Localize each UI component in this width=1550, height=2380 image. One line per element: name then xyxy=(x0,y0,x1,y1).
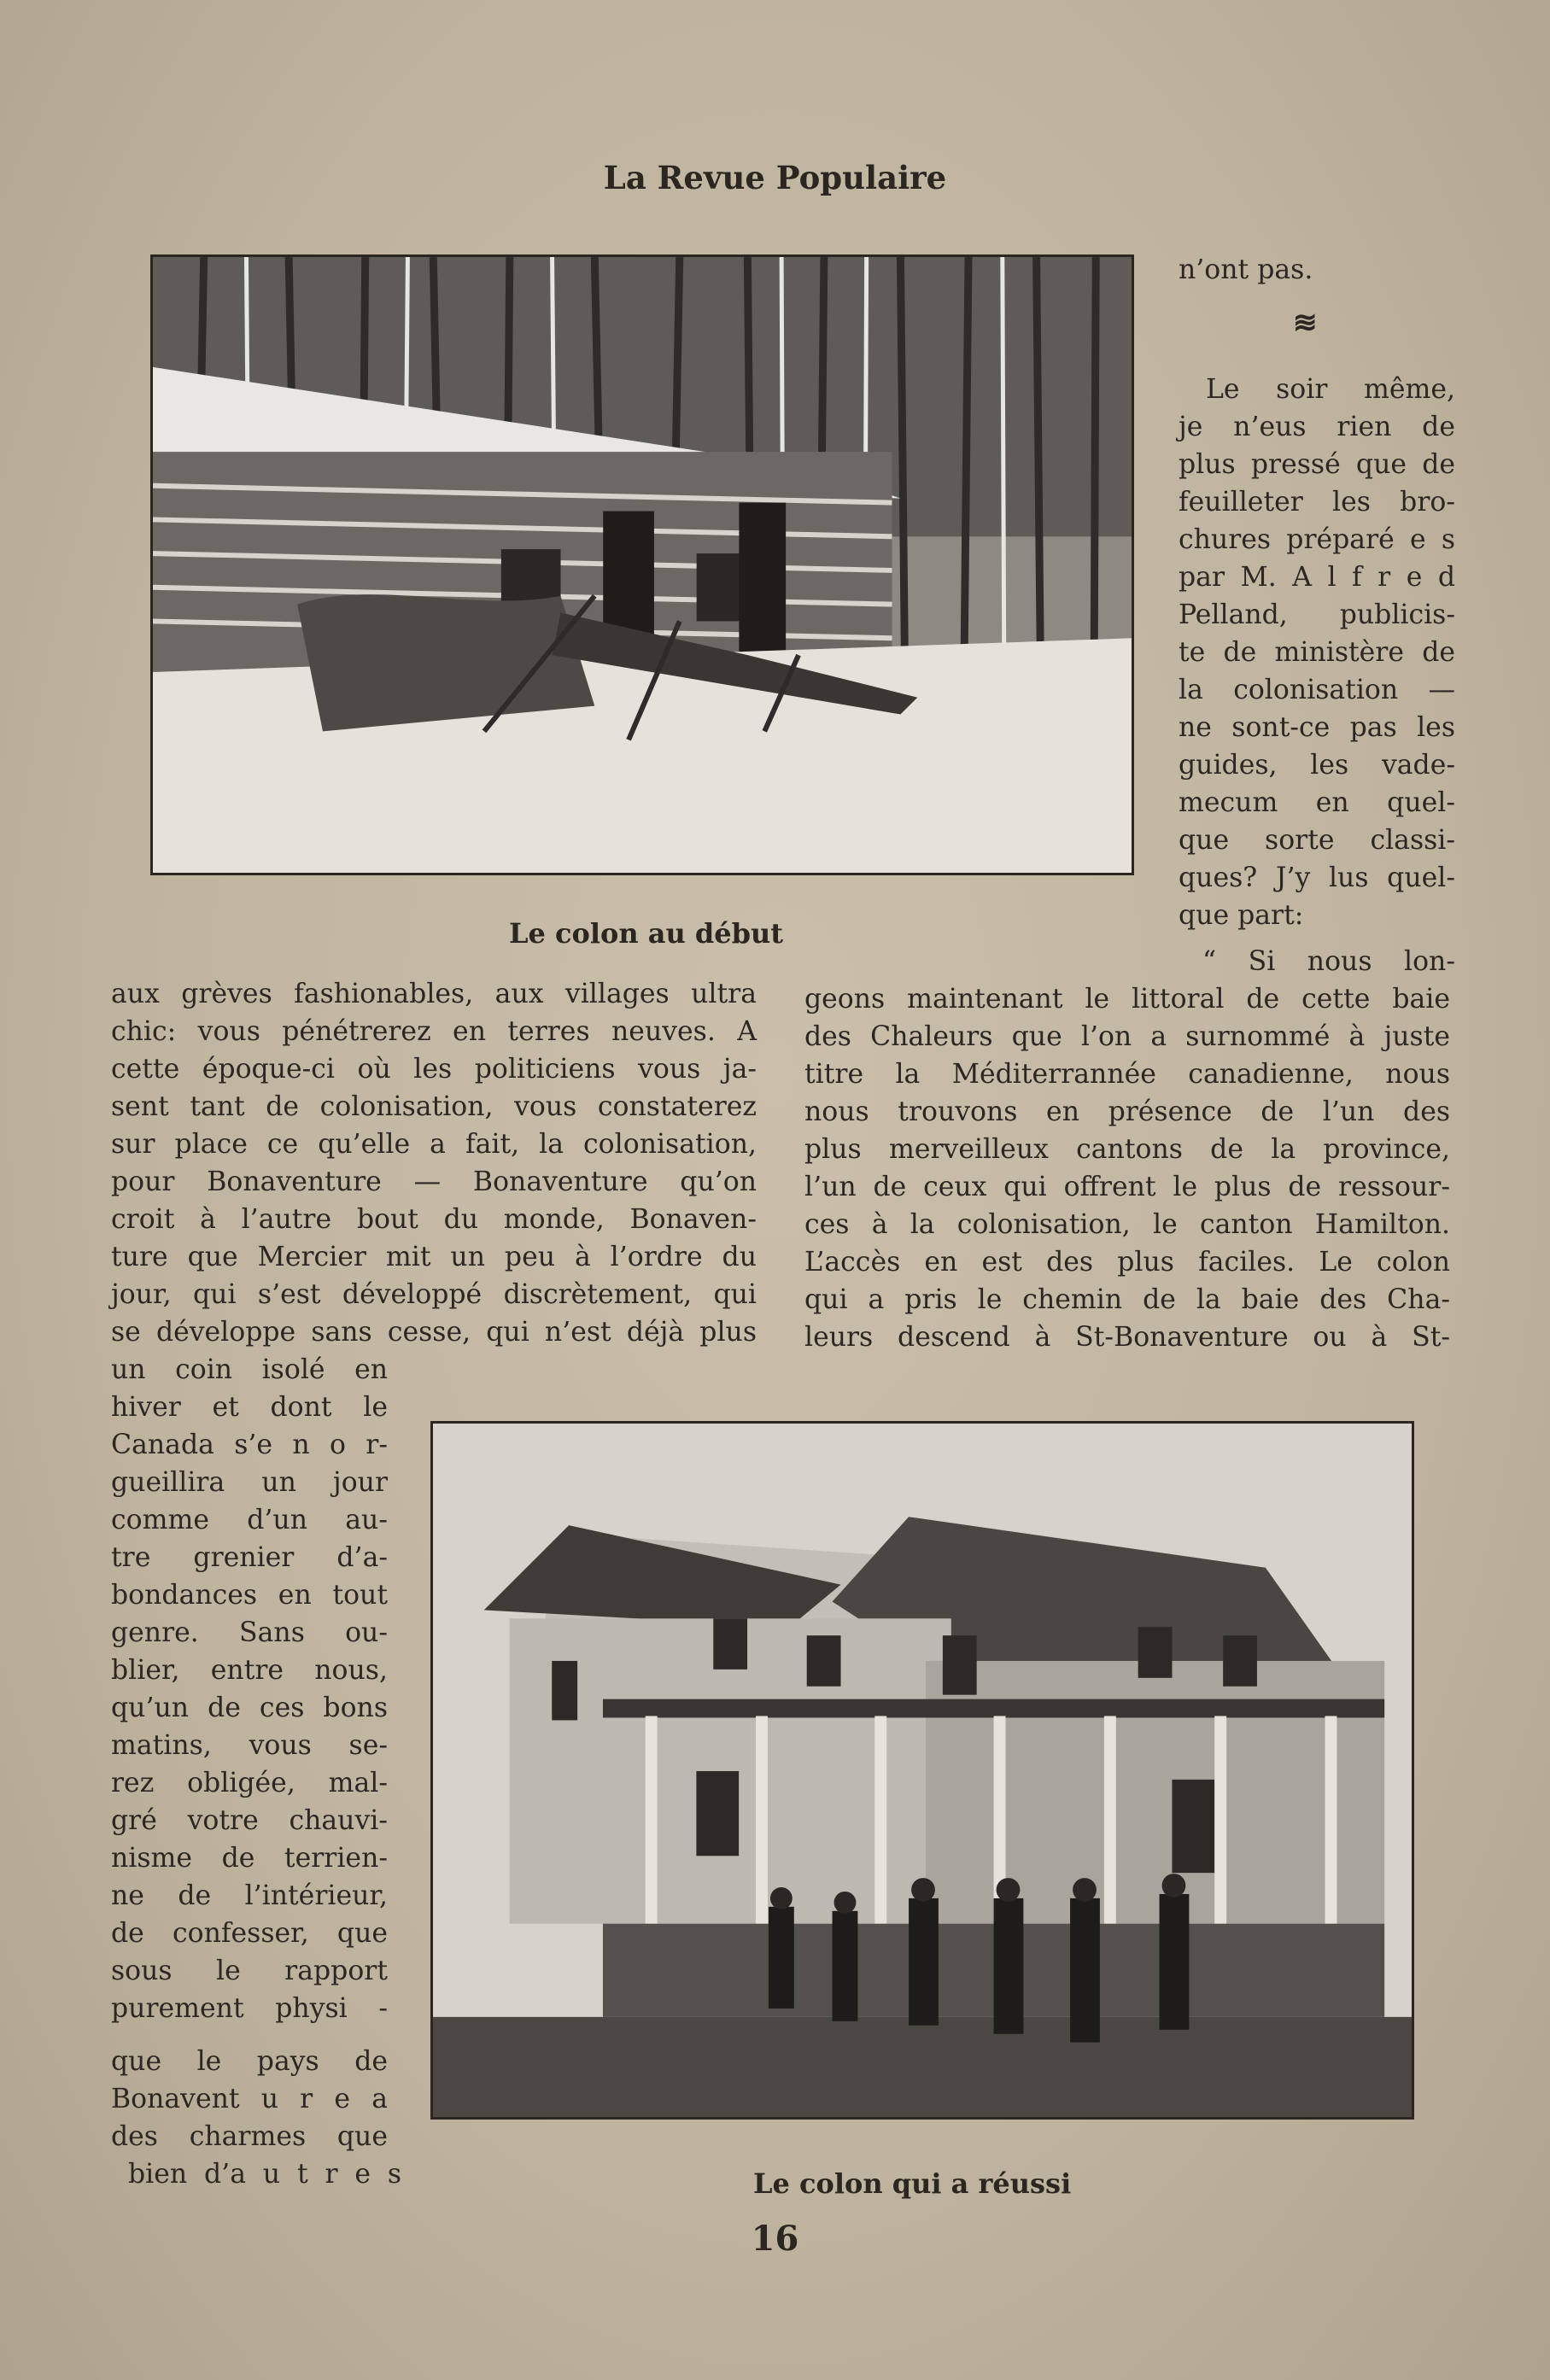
text-line: ne sont-ce pas les xyxy=(1179,712,1455,743)
caption-photo-1: Le colon au début xyxy=(509,917,784,950)
text-line: nisme de terrien- xyxy=(111,1843,388,1874)
text-line: hiver et dont le xyxy=(111,1392,388,1423)
text-line: gré votre chauvi- xyxy=(111,1805,388,1836)
text-line: que sorte classi- xyxy=(1179,825,1455,856)
text-line: titre la Méditerrannée canadienne, nous xyxy=(804,1059,1450,1090)
text-line: mecum en quel- xyxy=(1179,787,1455,818)
text-line: geons maintenant le littoral de cette baie xyxy=(804,984,1450,1015)
farmhouse-illustration xyxy=(433,1424,1412,2117)
text-line: chures préparé e s xyxy=(1179,524,1455,555)
text-line: un coin isolé en xyxy=(111,1354,388,1385)
text-line: je n’eus rien de xyxy=(1179,412,1455,442)
text-line: que le pays de xyxy=(111,2046,388,2077)
text-line: n’ont pas. xyxy=(1179,254,1313,285)
text-line: blier, entre nous, xyxy=(111,1655,388,1686)
text-line: tre grenier d’a- xyxy=(111,1542,388,1573)
text-line: feuilleter les bro- xyxy=(1179,487,1455,518)
text-line: bien d’a u t r e s xyxy=(128,2159,401,2190)
text-line: nous trouvons en présence de l’un des xyxy=(804,1096,1450,1127)
text-line: se développe sans cesse, qui n’est déjà plus xyxy=(111,1317,757,1348)
text-line: la colonisation — xyxy=(1179,675,1455,705)
text-line: jour, qui s’est développé discrètement, qui xyxy=(111,1279,757,1310)
text-line: Canada s’e n o r- xyxy=(111,1430,388,1460)
text-line: cette époque-ci où les politiciens vous ja- xyxy=(111,1054,757,1085)
text-line: sous le rapport xyxy=(111,1956,388,1986)
text-line: ture que Mercier mit un peu à l’ordre du xyxy=(111,1242,757,1272)
text-line: guides, les vade- xyxy=(1179,750,1455,781)
text-line: te de ministère de xyxy=(1179,637,1455,668)
text-line: ces à la colonisation, le canton Hamilton. xyxy=(804,1209,1450,1240)
text-line: Bonavent u r e a xyxy=(111,2084,388,2114)
text-line: de confesser, que xyxy=(111,1918,388,1949)
text-line: pour Bonaventure — Bonaventure qu’on xyxy=(111,1167,757,1197)
log-cabin-illustration xyxy=(153,257,1132,873)
text-line: leurs descend à St-Bonaventure ou à St- xyxy=(804,1322,1450,1353)
ornament-wave-icon: ≋ xyxy=(1293,306,1318,340)
text-line: L’accès en est des plus faciles. Le colon xyxy=(804,1247,1450,1278)
text-line: ques? J’y lus quel- xyxy=(1179,863,1455,893)
text-line: sent tant de colonisation, vous constaterez xyxy=(111,1091,757,1122)
text-line: gueillira un jour xyxy=(111,1467,388,1498)
page-number: 16 xyxy=(751,2219,799,2259)
text-line: qui a pris le chemin de la baie des Cha- xyxy=(804,1284,1450,1315)
text-line: croit à l’autre bout du monde, Bonaven- xyxy=(111,1204,757,1235)
text-line: l’un de ceux qui offrent le plus de ressour- xyxy=(804,1172,1450,1202)
text-line: purement physi - xyxy=(111,1993,388,2024)
caption-photo-2: Le colon qui a réussi xyxy=(753,2167,1072,2200)
text-line: Pelland, publicis- xyxy=(1179,599,1455,630)
text-line: comme d’un au- xyxy=(111,1505,388,1535)
text-line: plus merveilleux cantons de la province, xyxy=(804,1134,1450,1165)
text-line: que part: xyxy=(1179,900,1304,931)
photo-farmhouse xyxy=(430,1421,1414,2120)
text-line: qu’un de ces bons xyxy=(111,1693,388,1723)
running-header: La Revue Populaire xyxy=(603,159,947,196)
text-line: bondances en tout xyxy=(111,1580,388,1611)
text-line: chic: vous pénétrerez en terres neuves. A xyxy=(111,1016,757,1047)
text-line: par M. A l f r e d xyxy=(1179,562,1455,593)
text-line: Le soir même, xyxy=(1206,374,1455,405)
text-line: aux grèves fashionables, aux villages ultra xyxy=(111,979,757,1009)
text-line: des charmes que xyxy=(111,2121,388,2152)
photo-log-cabin xyxy=(150,254,1134,875)
text-line: des Chaleurs que l’on a surnommé à juste xyxy=(804,1021,1450,1052)
text-line: matins, vous se- xyxy=(111,1730,388,1761)
text-line: rez obligée, mal- xyxy=(111,1768,388,1798)
text-line: “ Si nous lon- xyxy=(1202,946,1455,977)
text-line: genre. Sans ou- xyxy=(111,1617,388,1648)
text-line: ne de l’intérieur, xyxy=(111,1880,388,1911)
text-line: plus pressé que de xyxy=(1179,449,1455,480)
text-line: sur place ce qu’elle a fait, la colonisation, xyxy=(111,1129,757,1160)
